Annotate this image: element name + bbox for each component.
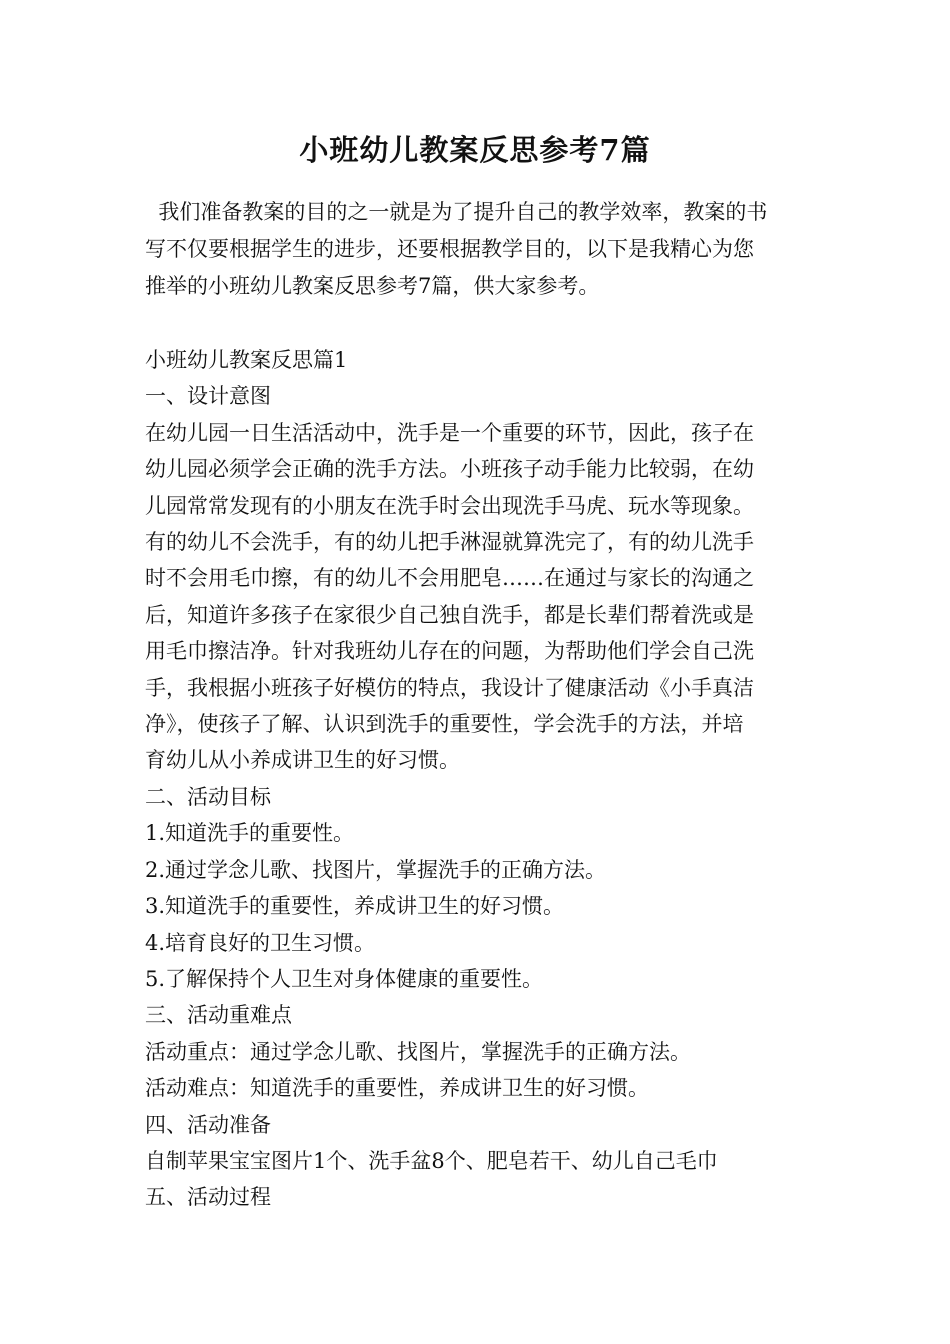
section-heading: 小班幼儿教案反思篇1: [145, 348, 348, 372]
body-line: 儿园常常发现有的小朋友在洗手时会出现洗手马虎、玩水等现象。: [145, 493, 754, 518]
intro-line: 写不仅要根据学生的进步，还要根据教学目的，以下是我精心为您: [145, 237, 754, 261]
intro-line: 推举的小班幼儿教案反思参考7篇，供大家参考。: [145, 274, 600, 298]
document-title: 小班幼儿教案反思参考7篇: [299, 133, 651, 167]
subsection-heading: 二、活动目标: [145, 784, 271, 809]
intro-line: 我们准备教案的目的之一就是为了提升自己的教学效率，教案的书: [145, 200, 768, 224]
document-body: [145, 342, 807, 1216]
subsection-heading: 三、活动重难点: [145, 1003, 292, 1028]
body-line: 用毛巾擦洁净。针对我班幼儿存在的问题，为帮助他们学会自己洗: [145, 639, 754, 664]
body-line: 活动难点：知道洗手的重要性，养成讲卫生的好习惯。: [145, 1076, 649, 1101]
list-item: 2.通过学念儿歌、找图片，掌握洗手的正确方法。: [145, 857, 607, 882]
body-line: 自制苹果宝宝图片1个、洗手盆8个、肥皂若干、幼儿自己毛巾: [145, 1148, 718, 1173]
body-line: 活动重点：通过学念儿歌、找图片，掌握洗手的正确方法。: [145, 1039, 691, 1064]
intro-paragraph: [145, 194, 807, 305]
subsection-heading: 五、活动过程: [145, 1185, 271, 1210]
body-line: 手，我根据小班孩子好模仿的特点，我设计了健康活动《小手真洁: [145, 675, 754, 700]
body-line: 育幼儿从小养成讲卫生的好习惯。: [145, 748, 460, 773]
body-line: 后，知道许多孩子在家很少自己独自洗手，都是长辈们帮着洗或是: [145, 602, 754, 627]
body-line: 有的幼儿不会洗手，有的幼儿把手淋湿就算洗完了，有的幼儿洗手: [145, 530, 754, 555]
subsection-heading: 一、设计意图: [145, 384, 271, 409]
body-line: 在幼儿园一日生活活动中，洗手是一个重要的环节，因此，孩子在: [145, 420, 754, 445]
list-item: 5.了解保持个人卫生对身体健康的重要性。: [145, 966, 544, 991]
list-item: 1.知道洗手的重要性。: [145, 821, 355, 846]
list-item: 4.培育良好的卫生习惯。: [145, 930, 376, 955]
body-line: 时不会用毛巾擦，有的幼儿不会用肥皂……在通过与家长的沟通之: [145, 566, 754, 591]
subsection-heading: 四、活动准备: [145, 1112, 271, 1137]
body-line: 幼儿园必须学会正确的洗手方法。小班孩子动手能力比较弱，在幼: [145, 457, 754, 482]
list-item: 3.知道洗手的重要性，养成讲卫生的好习惯。: [145, 894, 565, 919]
body-line: 净》，使孩子了解、认识到洗手的重要性，学会洗手的方法，并培: [145, 712, 744, 737]
